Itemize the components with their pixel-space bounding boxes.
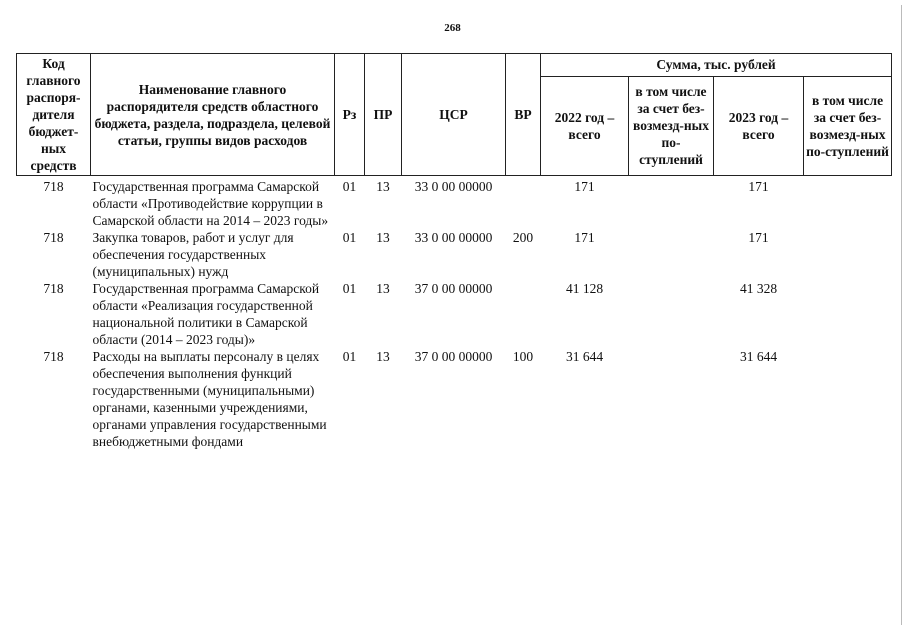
cell-2022-free	[629, 176, 714, 230]
table-row	[17, 280, 892, 348]
page-number: 268	[444, 22, 461, 34]
cell-rz: 01	[342, 281, 357, 296]
cell-2022-total: 31 644	[565, 349, 604, 364]
table-row	[17, 176, 892, 230]
cell-pr: 13	[376, 349, 390, 364]
cell-code: 718	[43, 281, 64, 296]
cell-rz: 01	[342, 179, 357, 194]
cell-2023-total: 171	[748, 230, 769, 245]
cell-2022-total: 41 128	[565, 281, 604, 296]
header-code: Код главного распоря-дителя бюджет-ных средств	[17, 54, 91, 176]
cell-2023-free	[804, 348, 892, 450]
header-rz: Рз	[335, 54, 365, 176]
cell-csr: 33 0 00 00000	[414, 230, 493, 245]
cell-2022-total: 171	[574, 179, 595, 194]
cell-2023-free	[804, 229, 892, 280]
cell-2023-free	[804, 176, 892, 230]
header-vr: ВР	[506, 54, 541, 176]
header-pr: ПР	[365, 54, 402, 176]
table-row	[17, 229, 892, 280]
header-2023-free: в том числе за счет без-возмезд-ных по-ступлений	[804, 76, 892, 175]
cell-rz: 01	[342, 230, 357, 245]
cell-vr: 100	[512, 349, 534, 364]
header-name: Наименование главного распорядителя средств областного бюджета, раздела, подраздела, целевой статьи, группы видов расходов	[91, 54, 335, 176]
cell-name: Закупка товаров, работ и услуг для обеспечения государственных (муниципальных) нужд	[92, 230, 294, 279]
cell-2022-free	[629, 229, 714, 280]
header-csr: ЦСР	[402, 54, 506, 176]
cell-rz: 01	[342, 349, 357, 364]
cell-2023-total: 171	[748, 179, 769, 194]
cell-code: 718	[43, 179, 64, 194]
table-row	[17, 348, 892, 450]
cell-pr: 13	[376, 179, 390, 194]
cell-csr: 37 0 00 00000	[414, 281, 493, 296]
cell-vr: 200	[512, 230, 534, 245]
cell-2022-free	[629, 348, 714, 450]
cell-csr: 37 0 00 00000	[414, 349, 493, 364]
cell-2022-free	[629, 280, 714, 348]
cell-name: Государственная программа Самарской области «Реализация государственной национальной политики в Самарской области (2014 – 2023 годы)»	[92, 281, 320, 347]
cell-vr	[506, 176, 541, 230]
cell-2023-free	[804, 280, 892, 348]
cell-2023-total: 41 328	[739, 281, 778, 296]
header-sum-group: Сумма, тыс. рублей	[541, 54, 892, 77]
cell-pr: 13	[376, 230, 390, 245]
cell-2022-total: 171	[574, 230, 595, 245]
cell-csr: 33 0 00 00000	[414, 179, 493, 194]
header-2022-total: 2022 год – всего	[541, 76, 629, 175]
page-edge-line	[901, 5, 902, 625]
cell-name: Расходы на выплаты персоналу в целях обеспечения выполнения функций государственными (муниципальными) органами, казенными учреждениями, органами управления государственными внебюджетными фондами	[92, 349, 327, 449]
cell-name: Государственная программа Самарской области «Противодействие коррупции в Самарской области на 2014 – 2023 годы»	[92, 179, 329, 228]
cell-pr: 13	[376, 281, 390, 296]
header-2022-free: в том числе за счет без-возмезд-ных по-ступлений	[629, 76, 714, 175]
cell-2023-total: 31 644	[739, 349, 778, 364]
cell-code: 718	[43, 230, 64, 245]
cell-code: 718	[43, 349, 64, 364]
header-2023-total: 2023 год – всего	[714, 76, 804, 175]
table-body	[17, 176, 892, 451]
budget-table	[16, 53, 892, 450]
table-header	[17, 54, 892, 176]
cell-vr	[506, 280, 541, 348]
